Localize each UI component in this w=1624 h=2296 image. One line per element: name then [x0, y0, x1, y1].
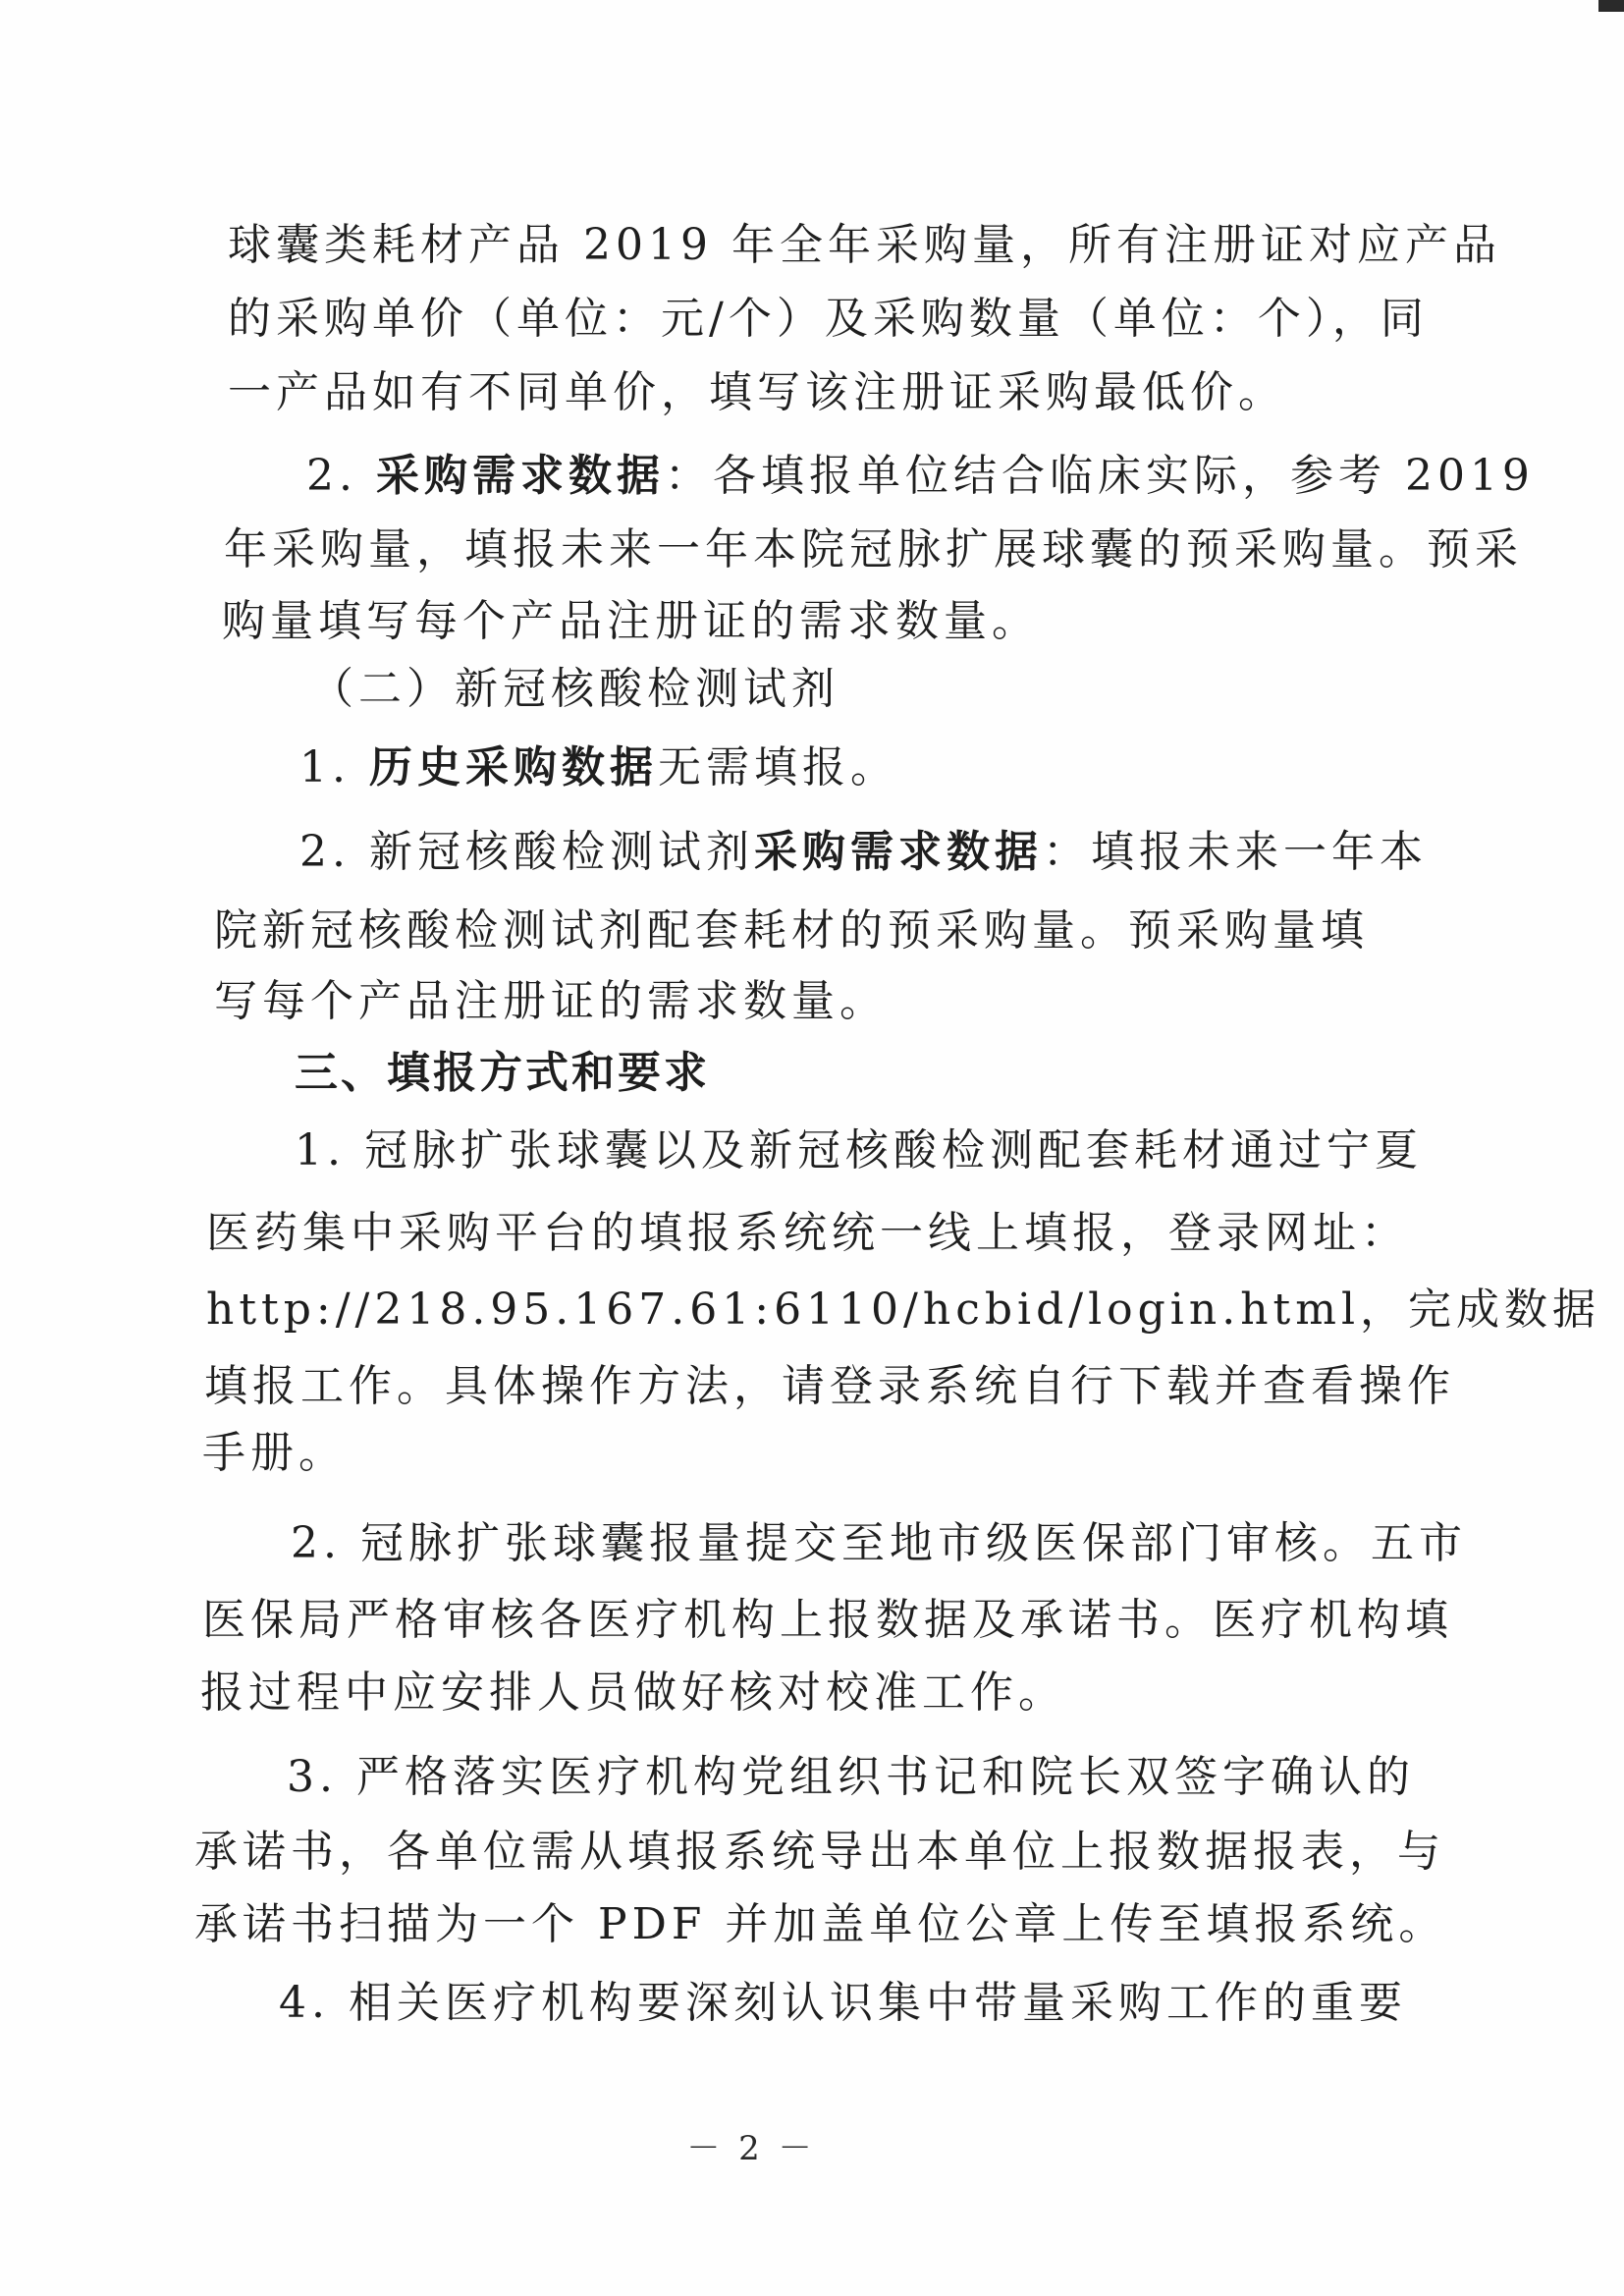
body-line-11: 写每个产品注册证的需求数量。: [214, 976, 888, 1026]
scan-corner-mark: [1598, 0, 1624, 12]
body-line-22: 承诺书，各单位需从填报系统导出本单位上报数据报表，与: [194, 1827, 1445, 1877]
body-line-14: 医药集中采购平台的填报系统统一线上填报，登录网址：: [206, 1208, 1409, 1258]
body-line-17: 手册。: [202, 1428, 347, 1478]
body-line-21: 3. 严格落实医疗机构党组织书记和院长双签字确认的: [287, 1752, 1415, 1802]
body-line-3: 一产品如有不同单价，填写该注册证采购最低价。: [228, 367, 1286, 417]
body-line-9: 2. 新冠核酸检测试剂采购需求数据：填报未来一年本: [299, 827, 1428, 877]
body-line-24: 4. 相关医疗机构要深刻认识集中带量采购工作的重要: [279, 1978, 1407, 2028]
body-line-1: 球囊类耗材产品 2019 年全年采购量，所有注册证对应产品: [228, 220, 1501, 270]
body-line-13: 1. 冠脉扩张球囊以及新冠核酸检测配套耗材通过宁夏: [295, 1125, 1423, 1175]
body-line-16: 填报工作。具体操作方法，请登录系统自行下载并查看操作: [204, 1361, 1455, 1411]
section-heading-three: 三、填报方式和要求: [295, 1048, 710, 1098]
subsection-heading: （二）新冠核酸检测试剂: [310, 664, 839, 714]
body-line-10: 院新冠核酸检测试剂配套耗材的预采购量。预采购量填: [214, 905, 1369, 956]
page-number: － 2 －: [686, 2129, 816, 2168]
body-line-15-url: http://218.95.167.61:6110/hcbid/login.html，完成数据: [206, 1285, 1601, 1335]
emphasis-history-data: 历史采购数据: [368, 742, 658, 793]
body-line-8: 1. 历史采购数据无需填报。: [299, 742, 898, 793]
body-line-2: 的采购单价（单位：元/个）及采购数量（单位：个），同: [228, 294, 1429, 344]
emphasis-purchase-demand-data: 采购需求数据: [375, 451, 665, 501]
body-line-5: 年采购量，填报未来一年本院冠脉扩展球囊的预采购量。预采: [224, 524, 1523, 574]
body-line-23: 承诺书扫描为一个 PDF 并加盖单位公章上传至填报系统。: [194, 1899, 1447, 1949]
body-line-4: 2. 采购需求数据：各填报单位结合临床实际，参考 2019: [306, 451, 1535, 501]
emphasis-purchase-demand-data-2: 采购需求数据: [753, 827, 1043, 877]
body-line-6: 购量填写每个产品注册证的需求数量。: [222, 596, 1040, 646]
body-line-18: 2. 冠脉扩张球囊报量提交至地市级医保部门审核。五市: [291, 1518, 1467, 1568]
body-line-20: 报过程中应安排人员做好核对校准工作。: [200, 1667, 1066, 1718]
body-line-19: 医保局严格审核各医疗机构上报数据及承诺书。医疗机构填: [202, 1595, 1453, 1645]
